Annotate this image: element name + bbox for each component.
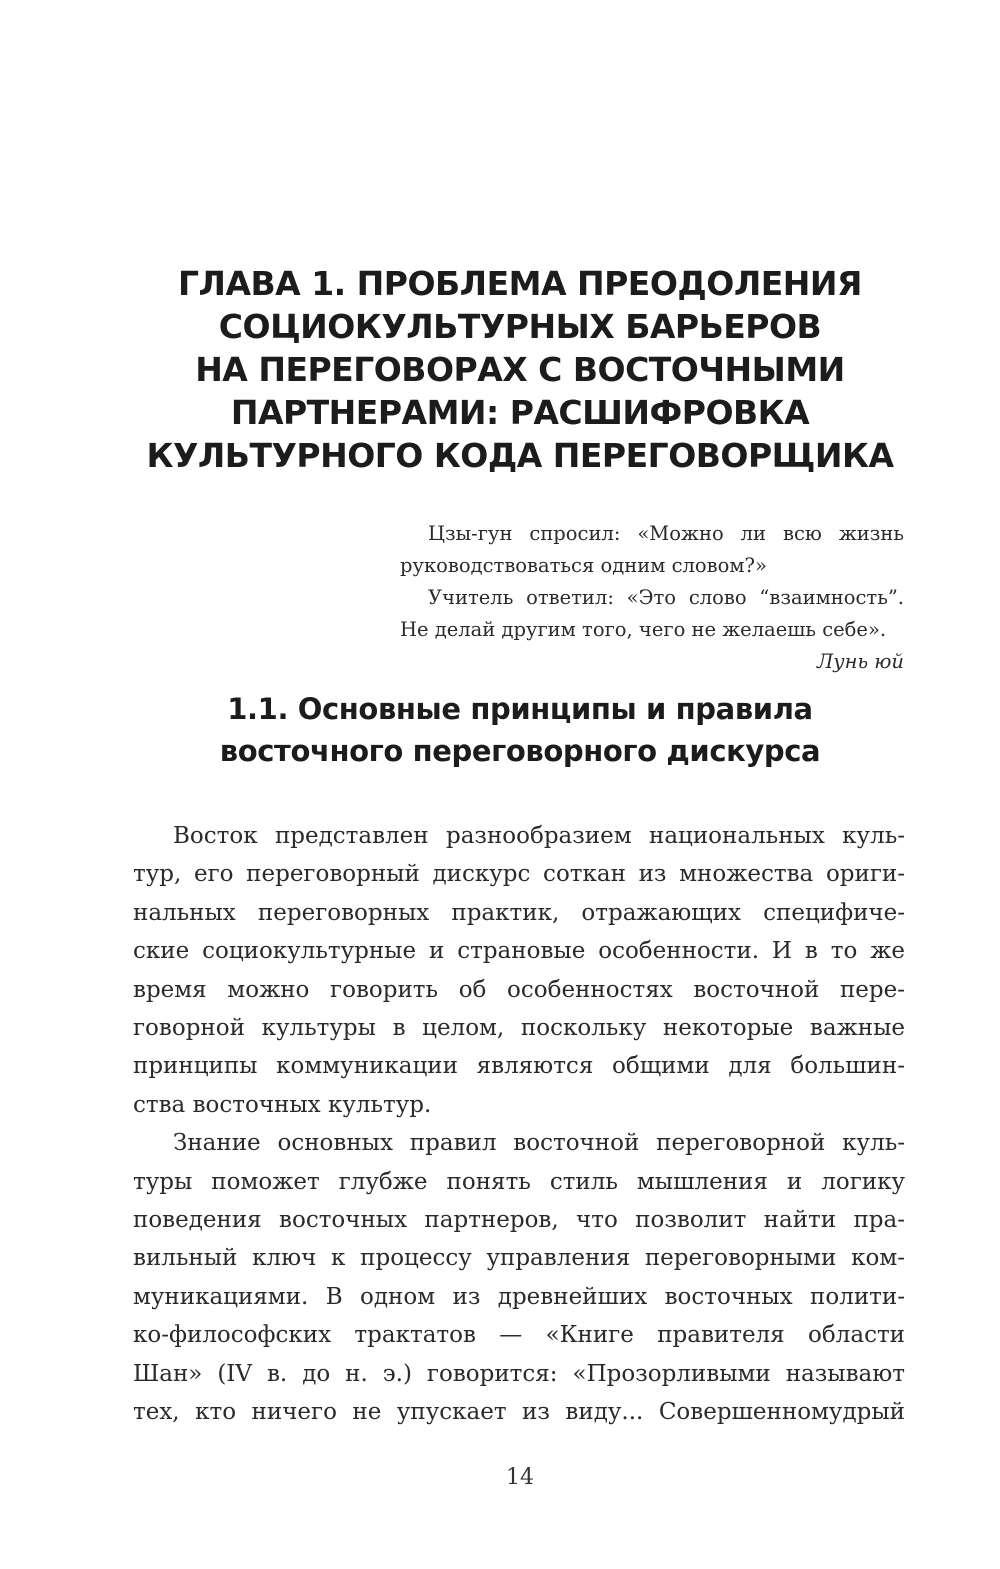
text-line: поведения восточных партнеров, что позволит найти пра- bbox=[133, 1207, 905, 1234]
text-line: туры поможет глубже понять стиль мышления и логику bbox=[133, 1168, 905, 1195]
chapter-title-line: КУЛЬТУРНОГО КОДА ПЕРЕГОВОРЩИКА bbox=[146, 436, 894, 475]
epigraph bbox=[400, 518, 904, 678]
chapter-title-line: НА ПЕРЕГОВОРАХ С ВОСТОЧНЫМИ bbox=[195, 350, 845, 389]
text-line: ские социокультурные и страновые особенности. И в то же bbox=[133, 938, 905, 965]
epigraph-line: Цзы-гун спросил: «Можно ли всю жизнь bbox=[428, 522, 904, 545]
section-title bbox=[130, 688, 910, 772]
page-number: 14 bbox=[506, 1465, 534, 1490]
chapter-title bbox=[130, 262, 910, 477]
epigraph-author: Лунь юй bbox=[817, 650, 904, 673]
body-text bbox=[133, 817, 905, 1432]
text-line: муникациями. В одном из древнейших восточных полити- bbox=[133, 1283, 905, 1310]
text-line: ства восточных культур. bbox=[133, 1091, 432, 1118]
epigraph-line: руководствоваться одним словом?» bbox=[400, 554, 767, 577]
text-line: Шан» (IV в. до н. э.) говорится: «Прозорливыми называют bbox=[133, 1360, 905, 1387]
text-line: Восток представлен разнообразием национальных куль- bbox=[173, 823, 905, 849]
chapter-title-line: СОЦИОКУЛЬТУРНЫХ БАРЬЕРОВ bbox=[218, 307, 822, 346]
text-line: Знание основных правил восточной переговорной куль- bbox=[173, 1130, 905, 1157]
text-line: нальных переговорных практик, отражающих специфиче- bbox=[133, 899, 905, 926]
text-line: тур, его переговорный дискурс соткан из множества ориги- bbox=[133, 861, 905, 888]
text-line: ко-философских трактатов — «Книге правителя области bbox=[133, 1322, 905, 1349]
section-title-line: 1.1. Основные принципы и правила bbox=[227, 692, 813, 726]
paragraph bbox=[133, 1124, 905, 1431]
epigraph-line: Учитель ответил: «Это слово “взаимность”. bbox=[428, 586, 904, 609]
text-line: тех, кто ничего не упускает из виду... Совершенномудрый bbox=[133, 1399, 905, 1426]
text-line: вильный ключ к процессу управления переговорными ком- bbox=[133, 1245, 905, 1272]
paragraph bbox=[133, 817, 905, 1124]
text-line: говорной культуры в целом, поскольку некоторые важные bbox=[133, 1015, 905, 1042]
chapter-title-line: ПАРТНЕРАМИ: РАСШИФРОВКА bbox=[230, 393, 810, 432]
section-title-line: восточного переговорного дискурса bbox=[219, 734, 821, 768]
text-line: принципы коммуникации являются общими для большин- bbox=[133, 1053, 905, 1080]
text-line: время можно говорить об особенностях восточной пере- bbox=[133, 976, 905, 1003]
epigraph-line: Не делай другим того, чего не желаешь себе». bbox=[400, 618, 887, 641]
chapter-title-line: ГЛАВА 1. ПРОБЛЕМА ПРЕОДОЛЕНИЯ bbox=[178, 264, 862, 303]
